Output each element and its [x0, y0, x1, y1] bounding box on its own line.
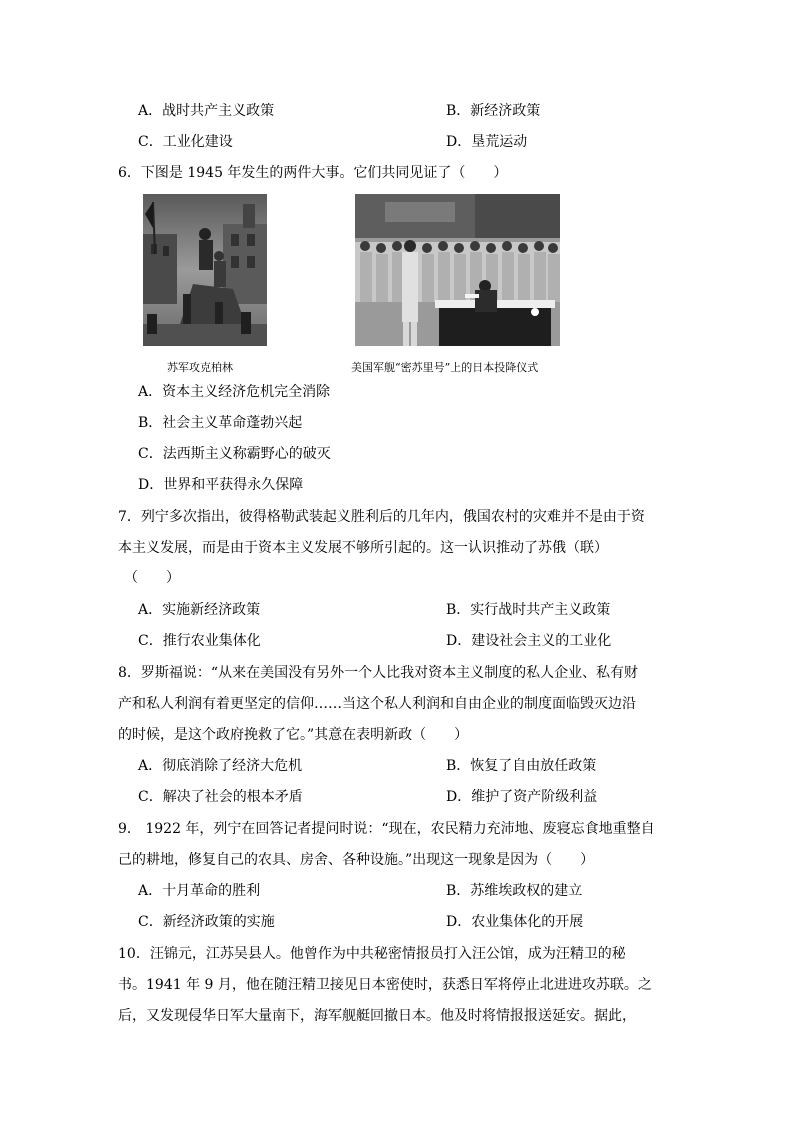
q8-option-a: A．彻底消除了经济大危机	[138, 758, 303, 774]
berlin-battle-photo	[143, 194, 267, 346]
q8-stem-line: 产和私人利润有着更坚定的信仰……当这个私人利润和自由企业的制度面临毁灭边沿	[118, 696, 636, 712]
q10-stem-line: 后，又发现侵华日军大量南下，海军舰艇回撤日本。他及时将情报报送延安。据此，	[118, 1008, 636, 1024]
q9-option-c: C．新经济政策的实施	[138, 914, 275, 930]
q9-option-d: D．农业集体化的开展	[446, 914, 584, 930]
q8-option-c: C．解决了社会的根本矛盾	[138, 789, 303, 805]
surrender-ceremony-icon	[355, 194, 560, 346]
q7-stem-line: 本主义发展，而是由于资本主义发展不够所引起的。这一认识推动了苏俄（联）	[118, 540, 608, 556]
q8-stem-line: 8．罗斯福说：“从来在美国没有另外一个人比我对资本主义制度的私人企业、私有财	[118, 665, 639, 681]
q10-stem-line: 10．汪锦元，江苏吴县人。他曾作为中共秘密情报员打入汪公馆，成为汪精卫的秘	[118, 946, 626, 962]
q5-option-b: B．新经济政策	[446, 103, 541, 119]
q5-option-a: A．战时共产主义政策	[138, 103, 275, 119]
q10-stem-line: 书。1941 年 9 月，他在随汪精卫接见日本密使时，获悉日军将停止北进进攻苏联。之	[118, 977, 652, 993]
surrender-ceremony-photo	[355, 194, 560, 346]
q7-option-c: C．推行农业集体化	[138, 633, 261, 649]
q7-option-b: B．实行战时共产主义政策	[446, 602, 611, 618]
q8-stem-line: 的时候，是这个政府挽救了它。”其意在表明新政（ ）	[118, 727, 469, 743]
q7-stem-line: （ ）	[124, 570, 180, 586]
q9-option-b: B．苏维埃政权的建立	[446, 883, 583, 899]
q7-stem-line: 7．列宁多次指出，彼得格勒武装起义胜利后的几年内，俄国农村的灾难并不是由于资	[118, 509, 645, 525]
photo-caption-surrender: 美国军舰“密苏里号”上的日本投降仪式	[351, 361, 539, 374]
q6-option-b: B．社会主义革命蓬勃兴起	[138, 415, 303, 431]
q8-option-b: B．恢复了自由放任政策	[446, 758, 597, 774]
q7-option-d: D．建设社会主义的工业化	[446, 633, 612, 649]
q9-stem-line: 己的耕地，修复自己的农具、房舍、各种设施。”出现这一现象是因为（ ）	[118, 852, 595, 868]
q6-option-d: D．世界和平获得永久保障	[138, 477, 304, 493]
q6-option-a: A．资本主义经济危机完全消除	[138, 384, 331, 400]
q5-option-d: D．垦荒运动	[446, 134, 528, 150]
q5-option-c: C．工业化建设	[138, 134, 233, 150]
q6-option-c: C．法西斯主义称霸野心的破灭	[138, 446, 331, 462]
photo-caption-berlin: 苏军攻克柏林	[167, 361, 233, 374]
q7-option-a: A．实施新经济政策	[138, 602, 261, 618]
berlin-battle-icon	[143, 194, 267, 346]
q9-option-a: A．十月革命的胜利	[138, 883, 261, 899]
q8-option-d: D．维护了资产阶级利益	[446, 789, 598, 805]
q9-stem-line: 9． 1922 年，列宁在回答记者提问时说：“现在，农民精力充沛地、废寝忘食地重整自	[118, 821, 655, 837]
q6-stem: 6．下图是 1945 年发生的两件大事。它们共同见证了（ ）	[118, 165, 508, 181]
